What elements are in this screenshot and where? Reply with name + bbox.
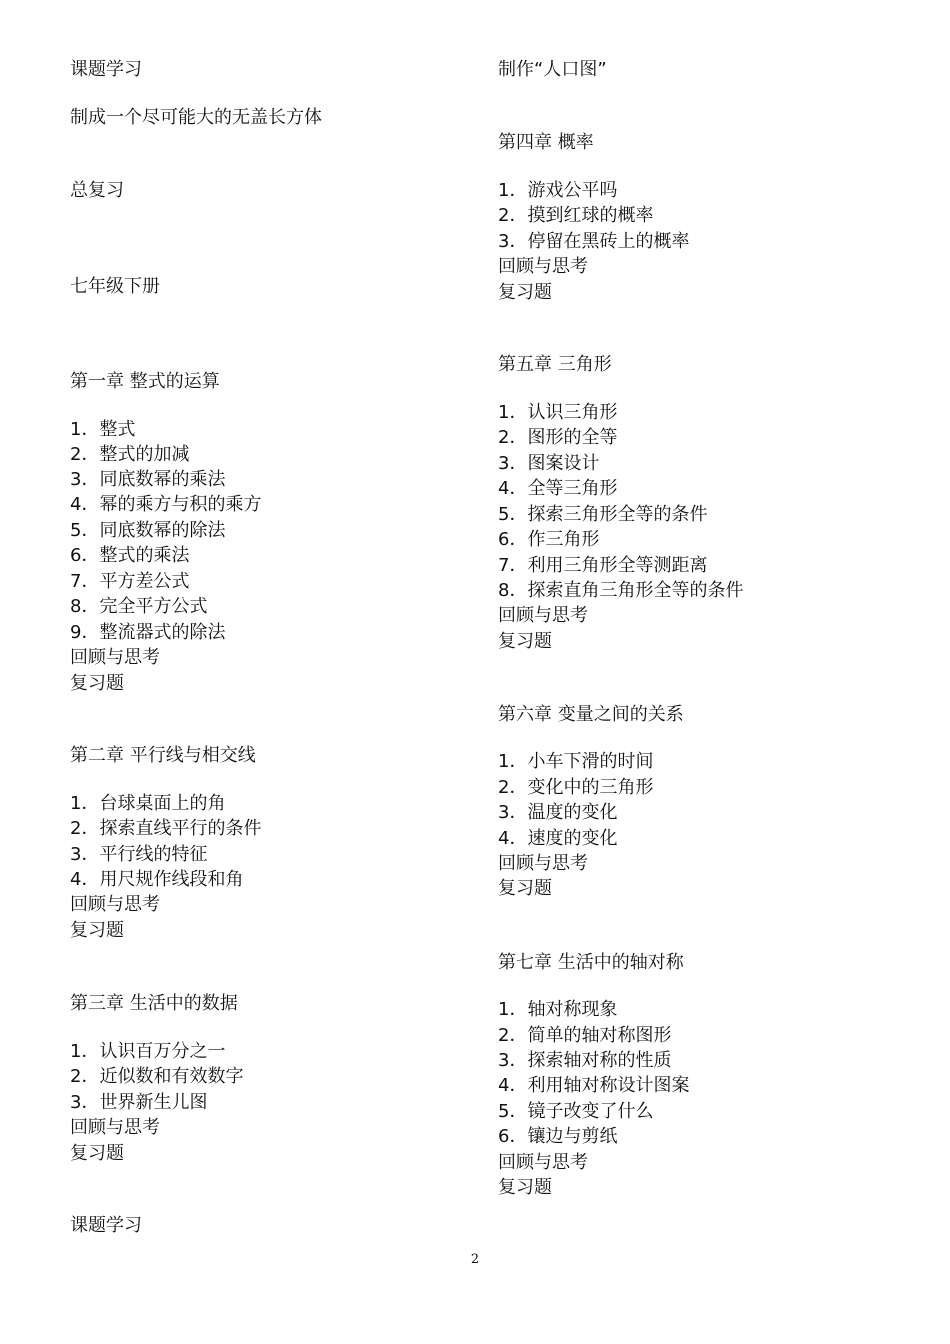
page-number: 2 — [470, 1252, 480, 1267]
toc-item: 复习题 — [498, 1177, 552, 1198]
section-heading: 总复习 — [70, 180, 124, 201]
toc-item: 2．变化中的三角形 — [498, 777, 654, 798]
chapter-title: 第六章 变量之间的关系 — [498, 704, 684, 725]
topic-line: 制成一个尽可能大的无盖长方体 — [70, 107, 322, 128]
toc-item: 3．图案设计 — [498, 453, 600, 474]
section-heading: 课题学习 — [70, 1215, 142, 1236]
section-heading: 课题学习 — [70, 59, 142, 80]
toc-item: 1．认识三角形 — [498, 402, 618, 423]
topic-line: 制作“人口图” — [498, 59, 607, 80]
toc-item: 复习题 — [70, 673, 124, 694]
toc-item: 1．认识百万分之一 — [70, 1041, 226, 1062]
volume-heading: 七年级下册 — [70, 276, 160, 297]
toc-item: 复习题 — [498, 631, 552, 652]
toc-item: 3．停留在黑砖上的概率 — [498, 231, 690, 252]
toc-item: 9．整流器式的除法 — [70, 622, 226, 643]
toc-item: 1．台球桌面上的角 — [70, 793, 226, 814]
toc-item: 回顾与思考 — [498, 853, 588, 874]
toc-item: 3．探索轴对称的性质 — [498, 1050, 672, 1071]
toc-item: 1．游戏公平吗 — [498, 180, 618, 201]
toc-item: 4．利用轴对称设计图案 — [498, 1075, 690, 1096]
toc-item: 2．近似数和有效数字 — [70, 1066, 244, 1087]
toc-item: 1．整式 — [70, 419, 136, 440]
toc-item: 4．速度的变化 — [498, 828, 618, 849]
toc-item: 复习题 — [70, 920, 124, 941]
toc-item: 7．利用三角形全等测距离 — [498, 555, 708, 576]
toc-item: 回顾与思考 — [498, 256, 588, 277]
toc-item: 回顾与思考 — [70, 894, 160, 915]
toc-item: 8．探索直角三角形全等的条件 — [498, 580, 744, 601]
toc-item: 4．用尺规作线段和角 — [70, 869, 244, 890]
chapter-title: 第七章 生活中的轴对称 — [498, 952, 684, 973]
toc-item: 3．同底数幂的乘法 — [70, 469, 226, 490]
toc-item: 回顾与思考 — [70, 647, 160, 668]
toc-item: 4．全等三角形 — [498, 478, 618, 499]
toc-item: 6．镶边与剪纸 — [498, 1126, 618, 1147]
chapter-title: 第三章 生活中的数据 — [70, 993, 238, 1014]
toc-item: 6．整式的乘法 — [70, 545, 190, 566]
toc-item: 7．平方差公式 — [70, 571, 190, 592]
toc-item: 2．摸到红球的概率 — [498, 205, 654, 226]
toc-item: 复习题 — [70, 1143, 124, 1164]
toc-item: 3．平行线的特征 — [70, 844, 208, 865]
toc-item: 2．图形的全等 — [498, 427, 618, 448]
toc-item: 2．简单的轴对称图形 — [498, 1025, 672, 1046]
chapter-title: 第二章 平行线与相交线 — [70, 745, 256, 766]
toc-item: 回顾与思考 — [70, 1117, 160, 1138]
toc-item: 3．温度的变化 — [498, 802, 618, 823]
toc-item: 复习题 — [498, 282, 552, 303]
toc-item: 1．小车下滑的时间 — [498, 751, 654, 772]
toc-item: 3．世界新生儿图 — [70, 1092, 208, 1113]
toc-item: 5．镜子改变了什么 — [498, 1101, 654, 1122]
chapter-title: 第五章 三角形 — [498, 354, 612, 375]
toc-item: 回顾与思考 — [498, 1152, 588, 1173]
toc-item: 6．作三角形 — [498, 529, 600, 550]
toc-item: 2．整式的加减 — [70, 444, 190, 465]
chapter-title: 第四章 概率 — [498, 132, 594, 153]
toc-item: 8．完全平方公式 — [70, 596, 208, 617]
toc-item: 5．同底数幂的除法 — [70, 520, 226, 541]
toc-item: 回顾与思考 — [498, 605, 588, 626]
toc-item: 复习题 — [498, 878, 552, 899]
toc-item: 1．轴对称现象 — [498, 999, 618, 1020]
toc-item: 4．幂的乘方与积的乘方 — [70, 494, 262, 515]
toc-item: 2．探索直线平行的条件 — [70, 818, 262, 839]
chapter-title: 第一章 整式的运算 — [70, 371, 220, 392]
toc-item: 5．探索三角形全等的条件 — [498, 504, 708, 525]
